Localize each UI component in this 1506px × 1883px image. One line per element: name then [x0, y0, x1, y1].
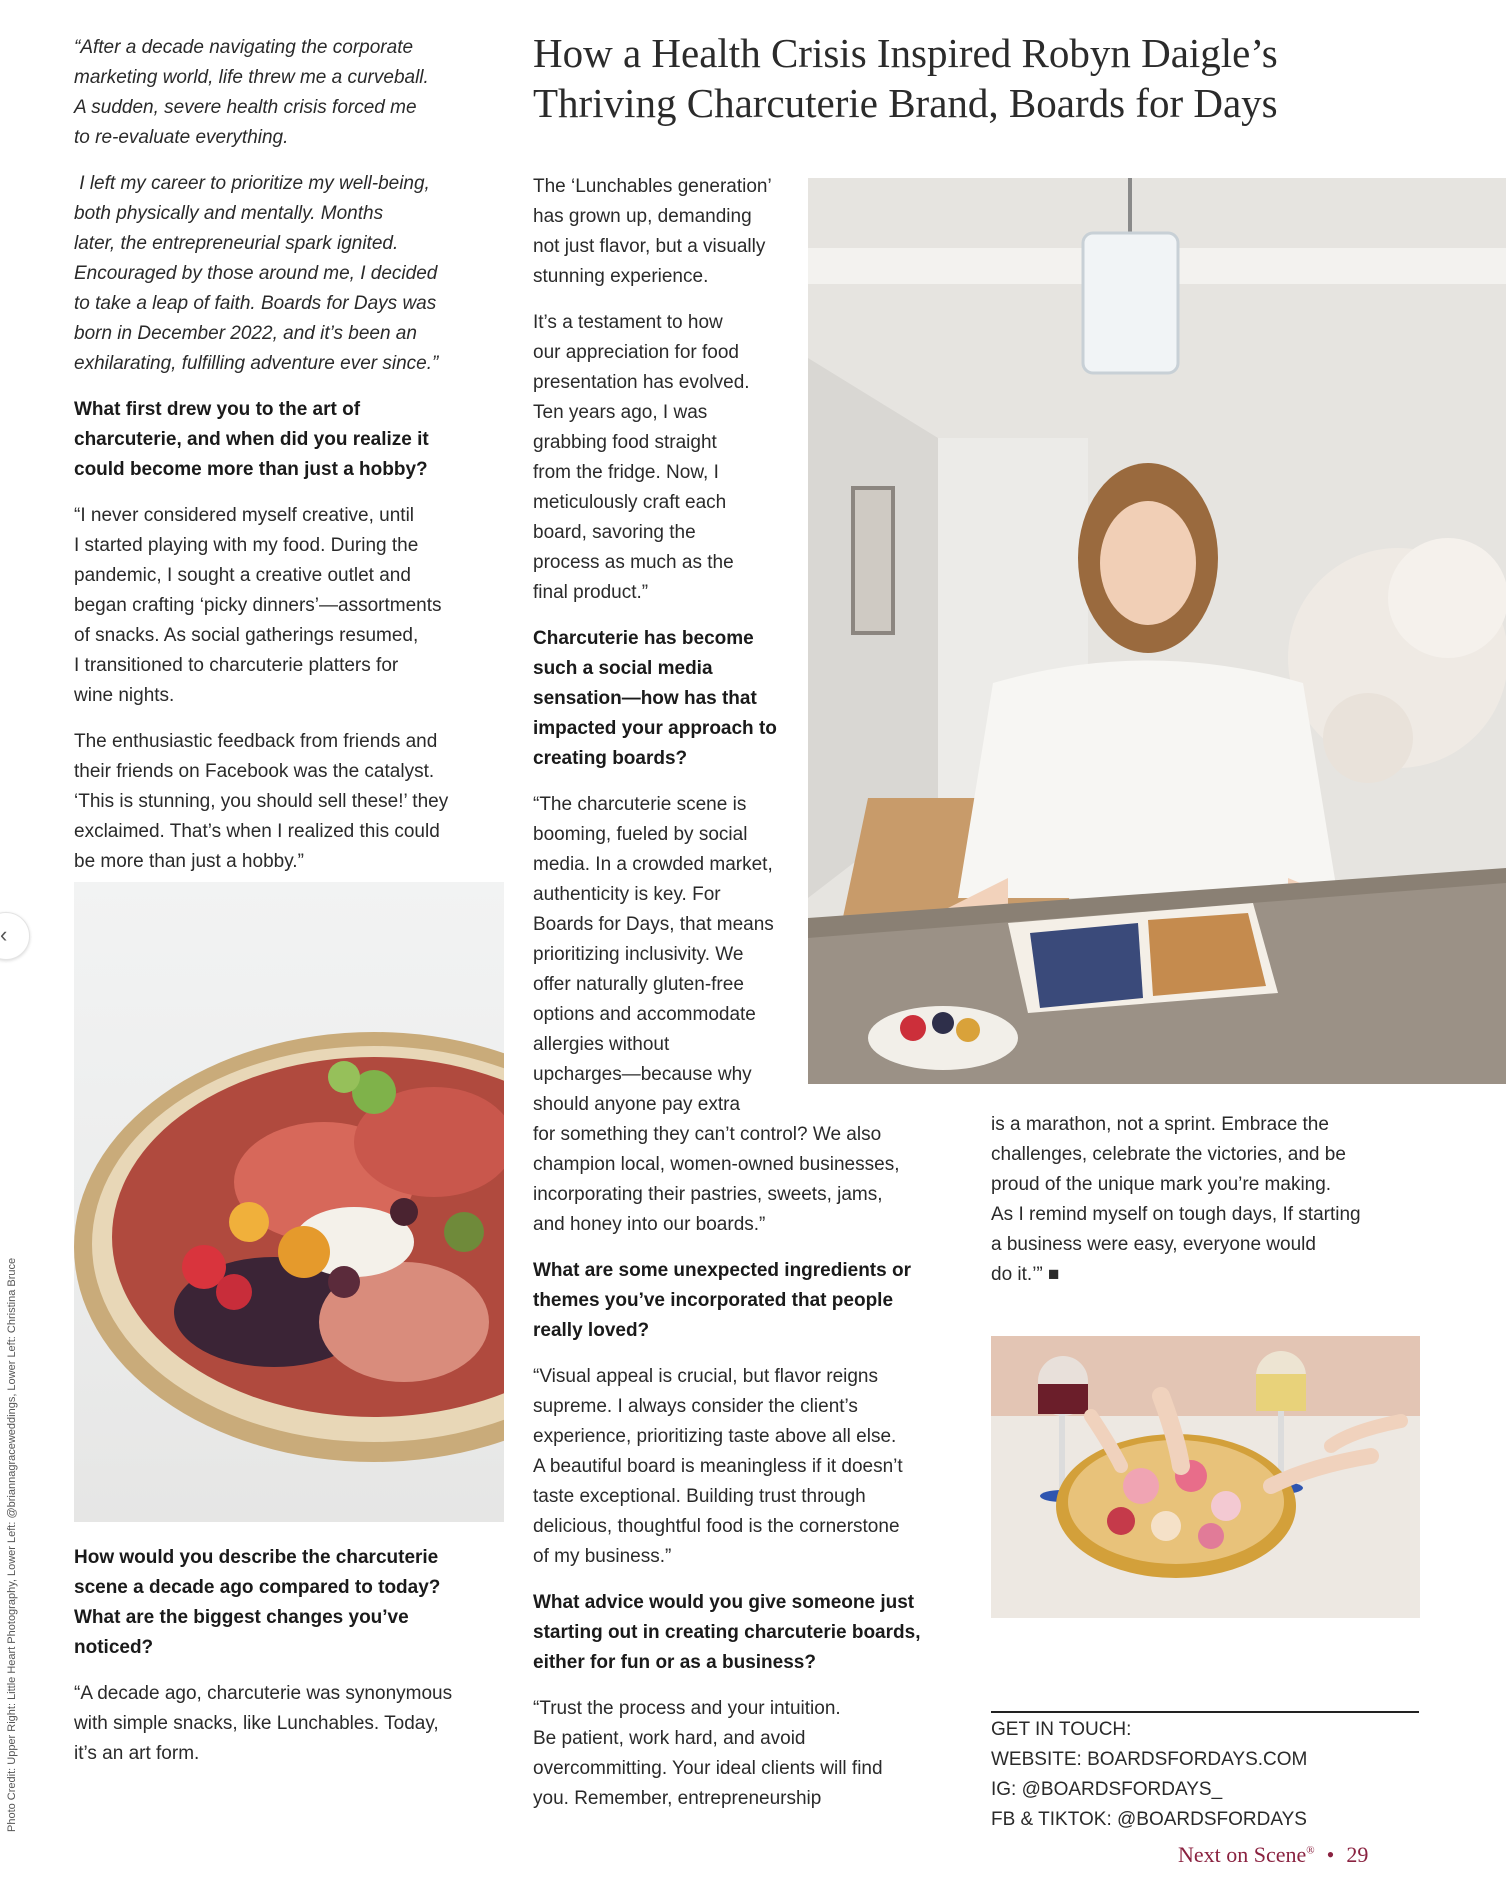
text-line: starting out in creating charcuterie boards, [533, 1622, 921, 1643]
text-line: Ten years ago, I was [533, 402, 708, 423]
text-line: you. Remember, entrepreneurship [533, 1788, 822, 1809]
text-line: media. In a crowded market, [533, 854, 773, 875]
question-1 [74, 395, 514, 485]
text-line: allergies without [533, 1034, 670, 1055]
text-line: Be patient, work hard, and avoid [533, 1728, 806, 1749]
text-line: final product.” [533, 582, 649, 603]
text-line: their friends on Facebook was the catalyst. [74, 761, 435, 782]
text-line: Charcuterie has become [533, 628, 754, 649]
text-line: exclaimed. That’s when I realized this could [74, 821, 440, 842]
text-line: exhilarating, fulfilling adventure ever since.” [74, 353, 439, 374]
answer-2-final [533, 308, 813, 608]
text-line: either for fun or as a business? [533, 1652, 816, 1673]
text-line: GET IN TOUCH: [991, 1719, 1132, 1740]
answer-1 [74, 501, 514, 711]
answer-5 [533, 1694, 973, 1814]
text-line: It’s a testament to how [533, 312, 723, 333]
text-line: What advice would you give someone just [533, 1592, 915, 1613]
text-line: of snacks. As social gatherings resumed, [74, 625, 419, 646]
text-line: A beautiful board is meaningless if it doesn’t [533, 1456, 903, 1477]
text-line: our appreciation for food [533, 342, 739, 363]
text-line: such a social media [533, 658, 713, 679]
text-line: later, the entrepreneurial spark ignited. [74, 233, 399, 254]
text-line: prioritizing inclusivity. We [533, 944, 744, 965]
text-line: champion local, women-owned businesses, [533, 1154, 900, 1175]
text-line: from the fridge. Now, I [533, 462, 719, 483]
left-column-bottom [74, 1543, 514, 1769]
text-line: Boards for Days, that means [533, 914, 774, 935]
text-line: to take a leap of faith. Boards for Days was [74, 293, 437, 314]
text-line: A sudden, severe health crisis forced me [74, 97, 417, 118]
friends-sharing-board-photo [991, 1336, 1420, 1618]
text-line: sensation—how has that [533, 688, 757, 709]
text-line: and honey into our boards.” [533, 1214, 766, 1235]
text-line: do it.’” ■ [991, 1264, 1060, 1285]
contact-info [991, 1715, 1421, 1835]
text-line: presentation has evolved. [533, 372, 750, 393]
text-line: be more than just a hobby.” [74, 851, 304, 872]
question-5 [533, 1588, 973, 1678]
text-line: it’s an art form. [74, 1743, 200, 1764]
question-2 [74, 1543, 514, 1663]
text-line: should anyone pay extra [533, 1094, 741, 1115]
text-line: authenticity is key. For [533, 884, 721, 905]
contact-lines [991, 1715, 1421, 1835]
text-line: “Trust the process and your intuition. [533, 1698, 841, 1719]
text-line: Encouraged by those around me, I decided [74, 263, 438, 284]
text-line: “A decade ago, charcuterie was synonymous [74, 1683, 453, 1704]
text-line: challenges, celebrate the victories, and be [991, 1144, 1346, 1165]
photo-credit: Photo Credit: Upper Right: Little Heart Photography, Lower Left: @briannagraceweddings, Lower Left: Christina Bruce [6, 1257, 18, 1832]
text-line: I transitioned to charcuterie platters for [74, 655, 399, 676]
text-line: upcharges—because why [533, 1064, 752, 1085]
page-footer [1178, 1842, 1368, 1868]
text-line: What are some unexpected ingredients or [533, 1260, 911, 1281]
text-line: for something they can’t control? We also [533, 1124, 882, 1145]
intro-quote [74, 33, 514, 153]
title-line-2: Thriving Charcuterie Brand, Boards for Days [533, 80, 1278, 126]
title-line-1: How a Health Crisis Inspired Robyn Daigle’s [533, 30, 1278, 76]
text-line: The enthusiastic feedback from friends and [74, 731, 438, 752]
text-line: “I never considered myself creative, until [74, 505, 415, 526]
right-column [991, 1110, 1421, 1290]
text-line: overcommitting. Your ideal clients will find [533, 1758, 883, 1779]
text-line: both physically and mentally. Months [74, 203, 384, 224]
text-line: really loved? [533, 1320, 650, 1341]
text-line: themes you’ve incorporated that people [533, 1290, 894, 1311]
text-line: delicious, thoughtful food is the cornerstone [533, 1516, 900, 1537]
text-line: The ‘Lunchables generation’ [533, 176, 772, 197]
text-line: process as much as the [533, 552, 734, 573]
footer-bullet: • [1326, 1842, 1335, 1867]
text-line: meticulously craft each [533, 492, 727, 513]
answer-2 [74, 1679, 514, 1769]
robyn-daigle-portrait-photo [808, 178, 1506, 1084]
page-number: 29 [1346, 1842, 1369, 1867]
text-line: How would you describe the charcuterie [74, 1547, 439, 1568]
text-line: board, savoring the [533, 522, 696, 543]
left-column-top [74, 33, 514, 877]
middle-column-top [533, 172, 921, 1814]
text-line: pandemic, I sought a creative outlet and [74, 565, 411, 586]
text-line: options and accommodate [533, 1004, 756, 1025]
text-line: a business were easy, everyone would [991, 1234, 1316, 1255]
text-line: grabbing food straight [533, 432, 717, 453]
text-line: As I remind myself on tough days, If starting [991, 1204, 1361, 1225]
text-line: booming, fueled by social [533, 824, 748, 845]
text-line: WEBSITE: BOARDSFORDAYS.COM [991, 1749, 1308, 1770]
text-line: could become more than just a hobby? [74, 459, 428, 480]
registered-mark: ® [1306, 1844, 1315, 1857]
text-line: I left my career to prioritize my well-being, [74, 173, 430, 194]
text-line: “After a decade navigating the corporate [74, 37, 414, 58]
article-title [533, 28, 1393, 128]
previous-page-button[interactable] [0, 912, 30, 960]
text-line: noticed? [74, 1637, 154, 1658]
text-line: ‘This is stunning, you should sell these!’ they [74, 791, 449, 812]
text-line: “Visual appeal is crucial, but flavor reigns [533, 1366, 878, 1387]
text-line: scene a decade ago compared to today? [74, 1577, 441, 1598]
question-4 [533, 1256, 973, 1346]
answer-1-continued [74, 727, 514, 877]
text-line: FB & TIKTOK: @BOARDSFORDAYS [991, 1809, 1307, 1830]
text-line: creating boards? [533, 748, 688, 769]
text-line: to re-evaluate everything. [74, 127, 289, 148]
answer-2-continued [533, 172, 813, 292]
text-line: is a marathon, not a sprint. Embrace the [991, 1114, 1329, 1135]
text-line: proud of the unique mark you’re making. [991, 1174, 1332, 1195]
text-line: taste exceptional. Building trust through [533, 1486, 866, 1507]
text-line: I started playing with my food. During the [74, 535, 419, 556]
publication-name: Next on Scene [1178, 1842, 1307, 1867]
intro-quote-continued [74, 169, 514, 379]
chevron-left-icon: ‹ [0, 922, 8, 947]
text-line: began crafting ‘picky dinners’—assortments [74, 595, 442, 616]
text-line: stunning experience. [533, 266, 709, 287]
text-line: with simple snacks, like Lunchables. Today, [74, 1713, 439, 1734]
text-line: charcuterie, and when did you realize it [74, 429, 429, 450]
text-line: incorporating their pastries, sweets, jams, [533, 1184, 883, 1205]
text-line: of my business.” [533, 1546, 672, 1567]
text-line: IG: @BOARDSFORDAYS_ [991, 1779, 1223, 1800]
text-line: not just flavor, but a visually [533, 236, 766, 257]
text-line: What first drew you to the art of [74, 399, 361, 420]
text-line: marketing world, life threw me a curveball. [74, 67, 429, 88]
text-line: “The charcuterie scene is [533, 794, 747, 815]
charcuterie-plate-photo [74, 882, 504, 1522]
contact-divider [991, 1711, 1419, 1713]
text-line: has grown up, demanding [533, 206, 752, 227]
text-line: offer naturally gluten-free [533, 974, 744, 995]
text-line: wine nights. [74, 685, 175, 706]
answer-5-continued [991, 1110, 1421, 1290]
text-line: impacted your approach to [533, 718, 777, 739]
answer-4 [533, 1362, 973, 1572]
text-line: born in December 2022, and it’s been an [74, 323, 417, 344]
question-3 [533, 624, 813, 774]
text-line: experience, prioritizing taste above all else. [533, 1426, 897, 1447]
text-line: What are the biggest changes you’ve [74, 1607, 409, 1628]
text-line: supreme. I always consider the client’s [533, 1396, 858, 1417]
